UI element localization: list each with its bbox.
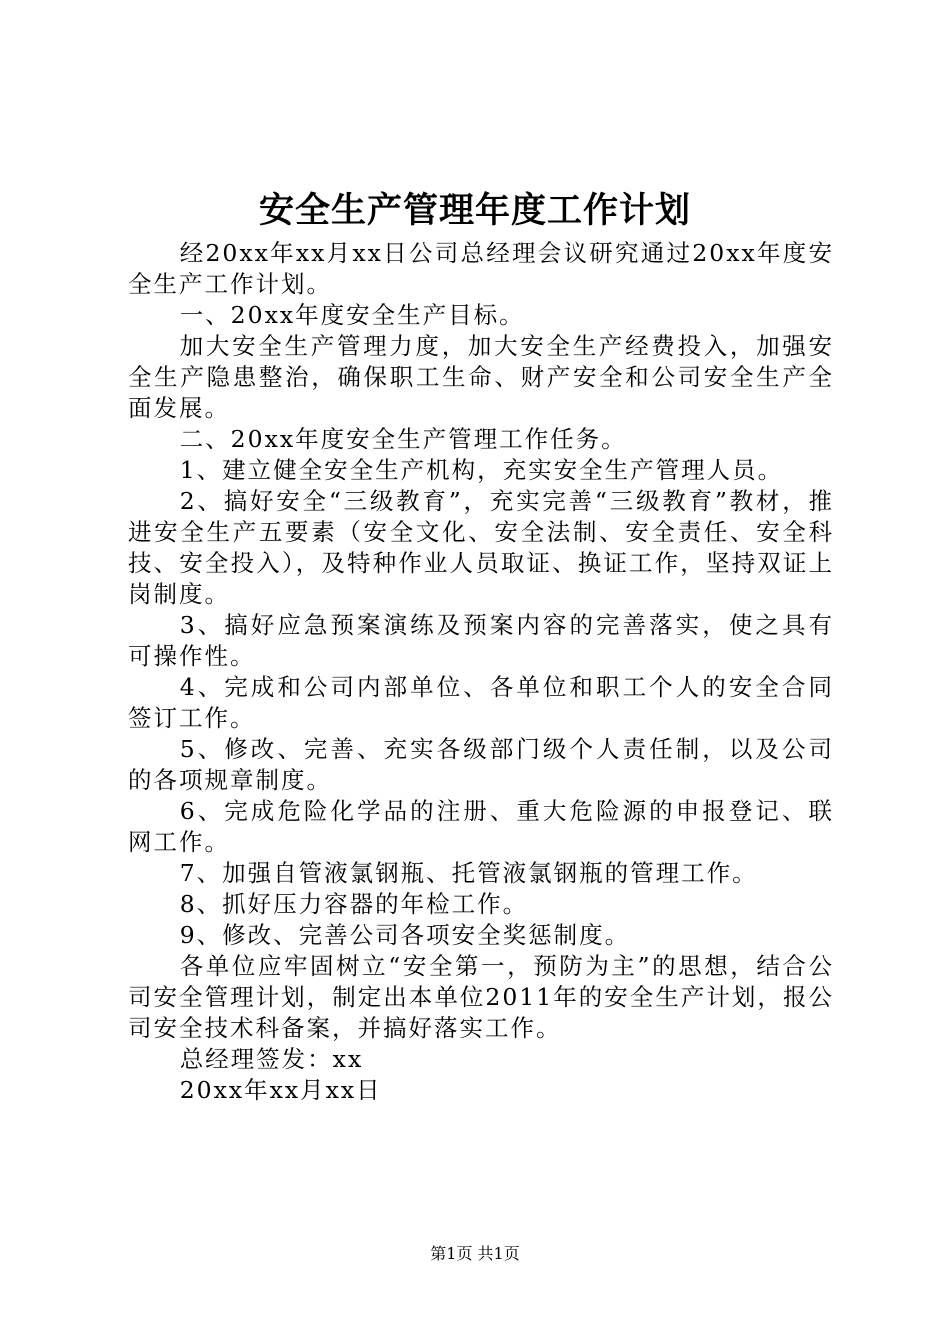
task-item-5: 5、修改、完善、充实各级部门级个人责任制，以及公司的各项规章制度。 [128,735,834,794]
task-item-3: 3、搞好应急预案演练及预案内容的完善落实，使之具有可操作性。 [128,611,834,670]
paragraph-conclusion: 各单位应牢固树立“安全第一，预防为主”的思想，结合公司安全管理计划，制定出本单位2011年的安全生产计划，报公司安全技术科备案，并搞好落实工作。 [128,952,834,1042]
document-body [128,238,834,1106]
signatory-line: 总经理签发：xx [179,1045,364,1073]
task-item-8: 8、抓好压力容器的年检工作。 [179,890,529,918]
paragraph-intro: 经20xx年xx月xx日公司总经理会议研究通过20xx年度安全生产工作计划。 [128,239,834,298]
document-title: 安全生产管理年度工作计划 [258,190,691,231]
heading-tasks: 二、20xx年度安全生产管理工作任务。 [179,425,627,453]
task-item-9: 9、修改、完善公司各项安全奖惩制度。 [179,921,631,949]
task-item-6: 6、完成危险化学品的注册、重大危险源的申报登记、联网工作。 [128,797,834,856]
paragraph-goals: 加大安全生产管理力度，加大安全生产经费投入，加强安全生产隐患整治，确保职工生命、财产安全和公司安全生产全面发展。 [128,332,834,422]
task-item-2: 2、搞好安全“三级教育”，充实完善“三级教育”教材，推进安全生产五要素（安全文化、安全法制、安全责任、安全科技、安全投入），及特种作业人员取证、换证工作，坚持双证上岗制度。 [128,487,834,608]
task-item-4: 4、完成和公司内部单位、各单位和职工个人的安全合同签订工作。 [128,673,834,732]
date-line: 20xx年xx月xx日 [179,1076,382,1104]
page-number-footer: 第1页 共1页 [430,1244,520,1263]
task-item-7: 7、加强自管液氯钢瓶、托管液氯钢瓶的管理工作。 [179,859,758,887]
task-item-1: 1、建立健全安全生产机构，充实安全生产管理人员。 [179,456,784,484]
heading-goals: 一、20xx年度安全生产目标。 [179,301,525,329]
